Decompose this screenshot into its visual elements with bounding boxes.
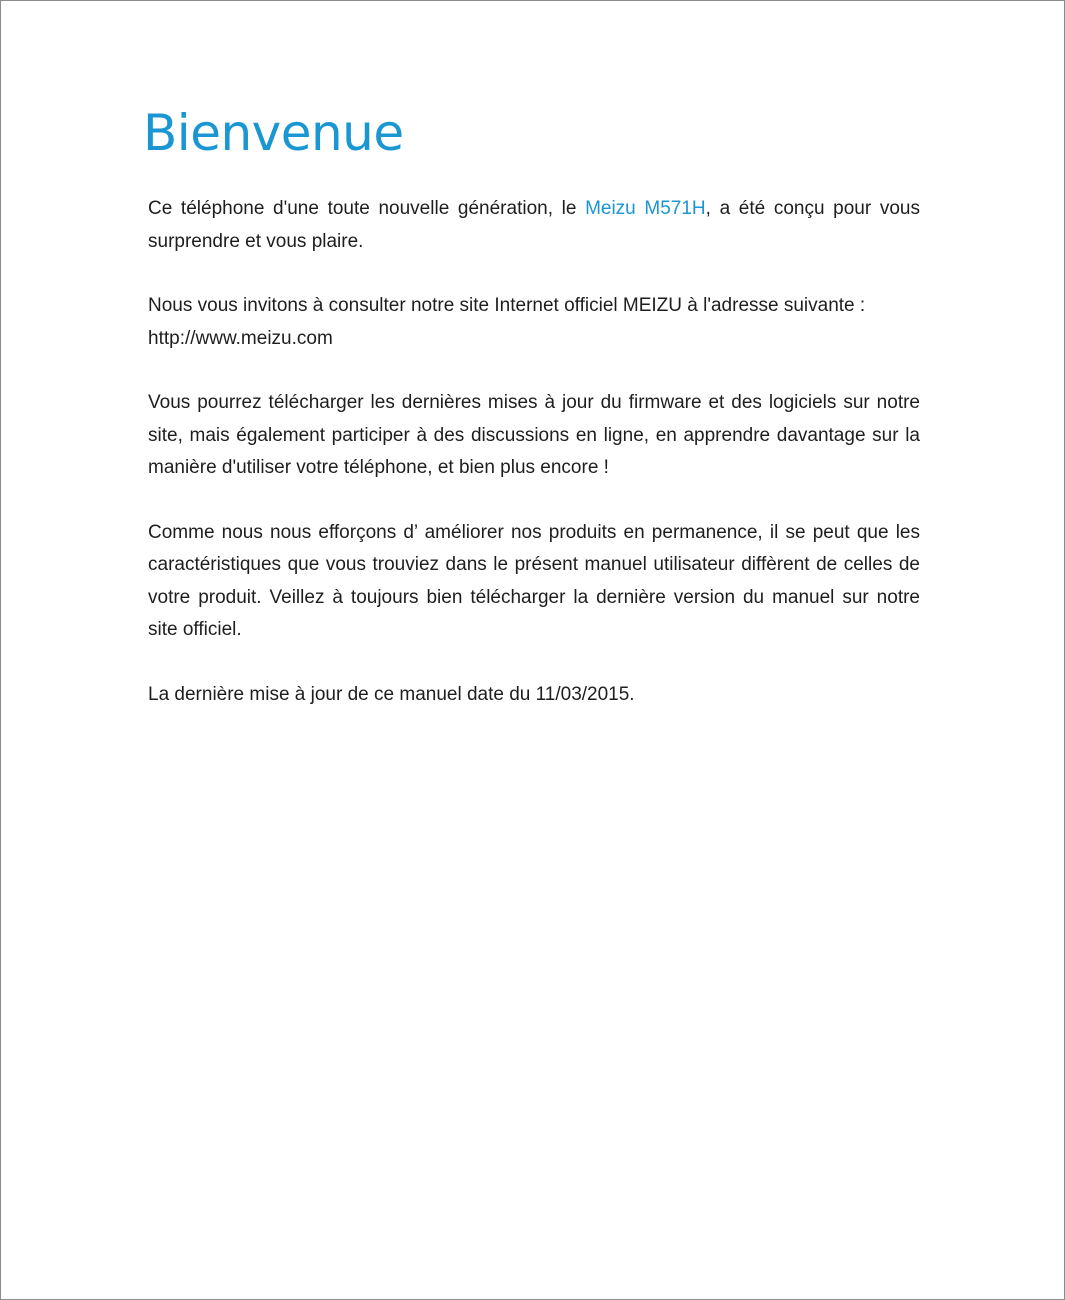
website-url: http://www.meizu.com: [148, 327, 333, 349]
downloads-text: Vous pourrez télécharger les dernières mises à jour du firmware et des logiciels sur notre site, mais également participer à des discussions en ligne, en apprendre davantage sur la manière d'utiliser votre téléphone, et bien plus encore !: [148, 392, 920, 478]
website-text: Nous vous invitons à consulter notre site Internet officiel MEIZU à l'adresse suivante :: [148, 295, 866, 316]
intro-paragraph: [148, 193, 920, 258]
disclaimer-paragraph: [148, 517, 920, 647]
last-update-text: La dernière mise à jour de ce manuel date du 11/03/2015.: [148, 683, 635, 705]
page-content: [143, 97, 920, 711]
last-update-paragraph: [148, 679, 920, 712]
website-paragraph: [148, 290, 920, 355]
disclaimer-text: Comme nous nous efforçons d’ améliorer nos produits en permanence, il se peut que les caractéristiques que vous trouviez dans le présent manuel utilisateur diffèrent de celles de votre produit. Veillez à toujours bien télécharger la dernière version du manuel sur notre site officiel.: [148, 521, 920, 640]
downloads-paragraph: [148, 387, 920, 485]
intro-text-before: Ce téléphone d'une toute nouvelle génération, le: [148, 198, 586, 219]
product-name: Meizu M571H: [585, 198, 706, 219]
page-title: Bienvenue: [143, 104, 404, 162]
intro-text-after: , a été conçu pour vous surprendre et vous plaire.: [148, 198, 920, 252]
